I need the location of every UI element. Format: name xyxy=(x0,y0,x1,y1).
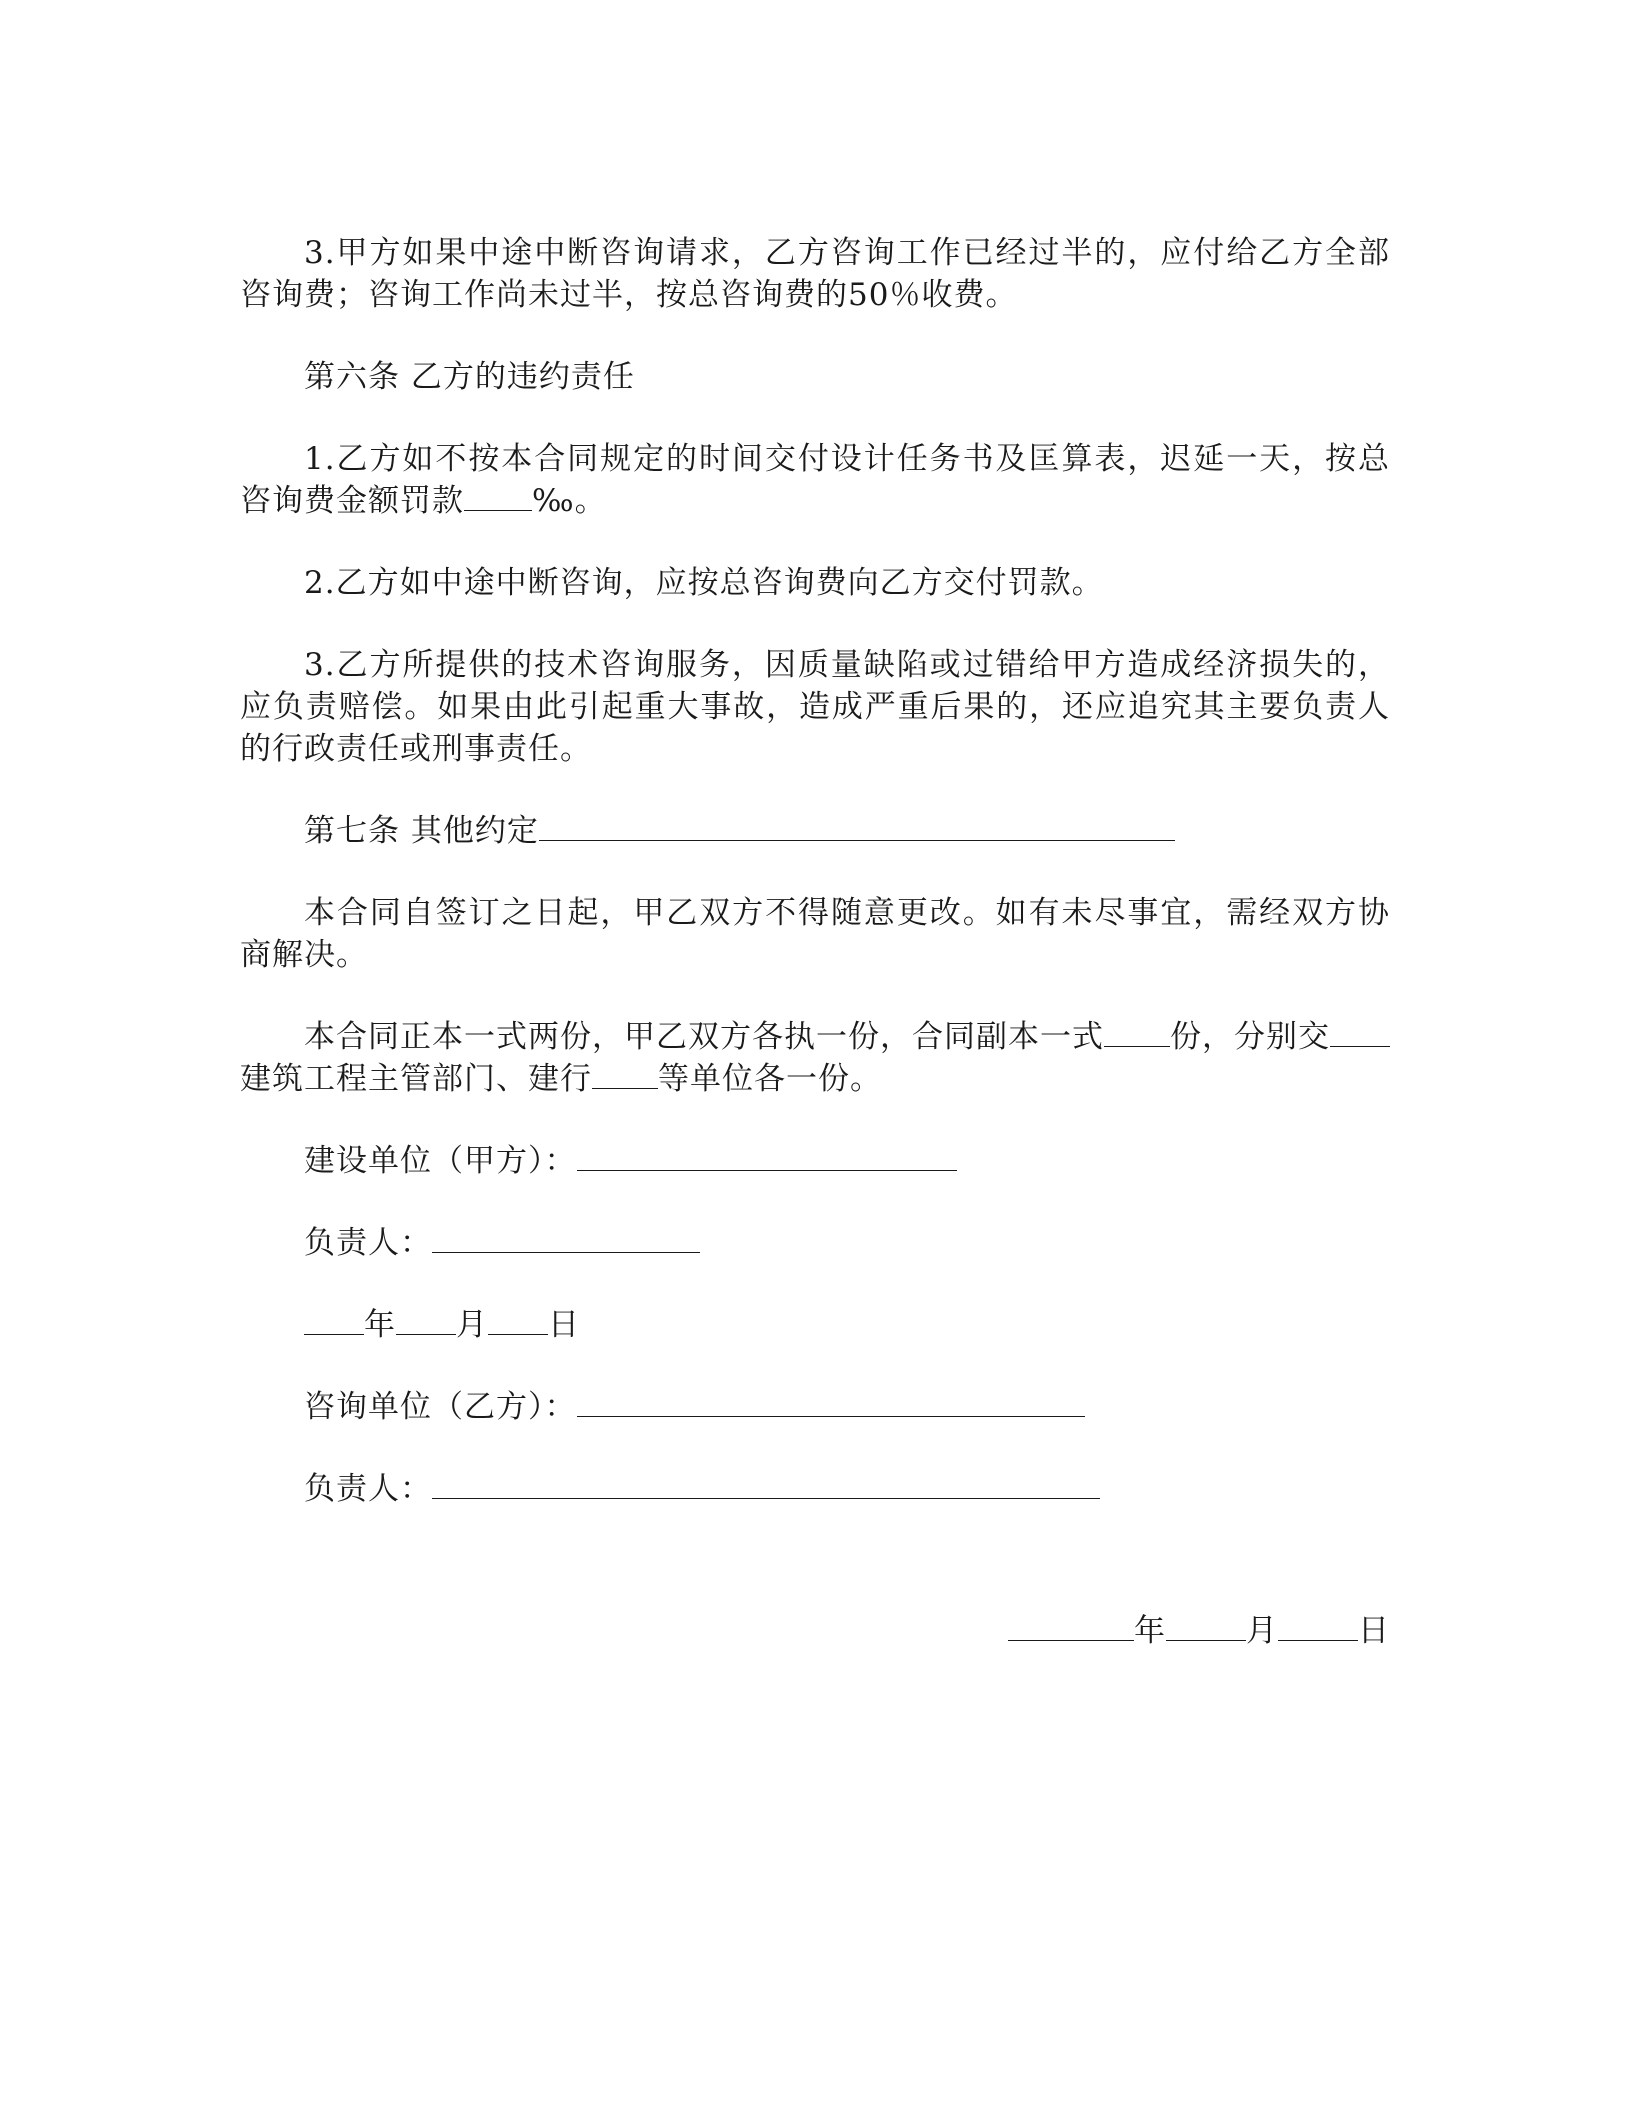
day-a-blank xyxy=(488,1304,548,1335)
party-a-label: 建设单位（甲方）： xyxy=(304,1143,577,1179)
day-a-label: 日 xyxy=(548,1307,580,1343)
clause6-item3: 3.乙方所提供的技术咨询服务，因质量缺陷或过错给甲方造成经济损失的，应负责赔偿。如果由此引起重大事故，造成严重后果的，还应追究其主要负责人的行政责任或刑事责任。 xyxy=(240,647,1390,767)
responsible-b-label: 负责人： xyxy=(304,1471,432,1507)
date-a-line xyxy=(240,1304,1390,1346)
closing-para2-c: 建筑工程主管部门、建行 xyxy=(240,1061,592,1097)
clause6-item1-text: 1.乙方如不按本合同规定的时间交付设计任务书及匡算表，迟延一天，按总咨询费金额罚款 xyxy=(240,441,1390,519)
responsible-b-blank xyxy=(432,1468,1100,1499)
year-a-label: 年 xyxy=(364,1307,396,1343)
closing-para2-b: 份，分别交 xyxy=(1170,1019,1330,1055)
closing-para2-a: 本合同正本一式两份，甲乙双方各执一份，合同副本一式 xyxy=(304,1019,1104,1055)
closing-para1: 本合同自签订之日起，甲乙双方不得随意更改。如有未尽事宜，需经双方协商解决。 xyxy=(240,895,1390,973)
clause7-heading: 第七条 其他约定 xyxy=(304,813,539,849)
other-unit-blank xyxy=(592,1058,658,1089)
clause6-item1 xyxy=(240,438,1390,522)
copies-count-blank xyxy=(1104,1016,1170,1047)
other-terms-blank xyxy=(539,810,1175,841)
clause6-heading: 第六条 乙方的违约责任 xyxy=(304,359,635,395)
party-b-label: 咨询单位（乙方）： xyxy=(304,1389,577,1425)
closing-para2-d: 等单位各一份。 xyxy=(658,1061,882,1097)
responsible-a-line xyxy=(240,1222,1390,1264)
party-b-line xyxy=(240,1386,1390,1428)
responsible-a-label: 负责人： xyxy=(304,1225,432,1261)
year-b-label: 年 xyxy=(1134,1613,1166,1649)
clause6-item1-suffix: ‰。 xyxy=(532,483,607,519)
recipient-blank xyxy=(1330,1016,1390,1047)
month-b-label: 月 xyxy=(1246,1613,1278,1649)
day-b-label: 日 xyxy=(1358,1613,1390,1649)
party-a-line xyxy=(240,1140,1390,1182)
month-b-blank xyxy=(1166,1610,1246,1641)
responsible-a-blank xyxy=(432,1222,700,1253)
closing-para2 xyxy=(240,1016,1390,1100)
party-b-blank xyxy=(577,1386,1085,1417)
month-a-label: 月 xyxy=(456,1307,488,1343)
clause7-line xyxy=(240,810,1390,852)
responsible-b-line xyxy=(240,1468,1390,1510)
clause5-item3: 3.甲方如果中途中断咨询请求，乙方咨询工作已经过半的，应付给乙方全部咨询费；咨询工作尚未过半，按总咨询费的50％收费。 xyxy=(240,235,1390,313)
month-a-blank xyxy=(396,1304,456,1335)
date-b-line xyxy=(1008,1610,1390,1652)
clause6-item2: 2.乙方如中途中断咨询，应按总咨询费向乙方交付罚款。 xyxy=(304,565,1104,601)
party-a-blank xyxy=(577,1140,957,1171)
day-b-blank xyxy=(1278,1610,1358,1641)
year-a-blank xyxy=(304,1304,364,1335)
year-b-blank xyxy=(1008,1610,1134,1641)
contract-page xyxy=(240,232,1390,1649)
penalty-rate-blank xyxy=(464,480,532,511)
